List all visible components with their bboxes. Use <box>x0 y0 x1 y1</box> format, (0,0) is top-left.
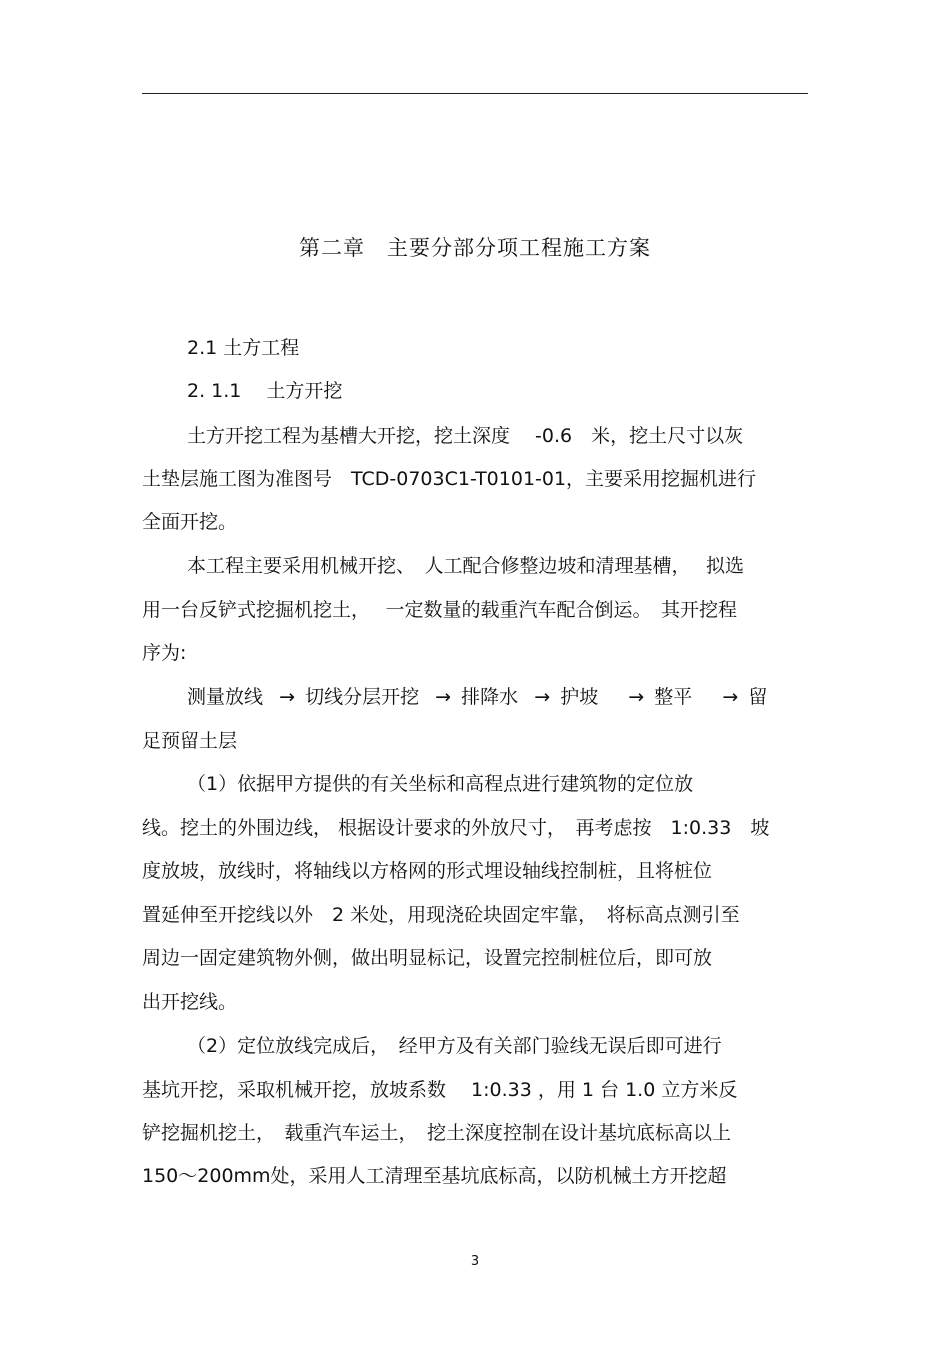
section-heading-2-1-1: 2. 1.1 土方开挖 <box>187 380 343 402</box>
paragraph-line: 度放坡，放线时，将轴线以方格网的形式埋设轴线控制桩，且将桩位 <box>142 860 713 882</box>
paragraph-line: 本工程主要采用机械开挖、 人工配合修整边坡和清理基槽， 拟选 <box>187 555 745 577</box>
arrow-right-icon: → <box>279 686 296 708</box>
paragraph-line: 铲挖掘机挖土， 载重汽车运土， 挖土深度控制在设计基坑底标高以上 <box>142 1122 732 1144</box>
paragraph-line: （2）定位放线完成后， 经甲方及有关部门验线无误后即可进行 <box>187 1035 722 1057</box>
flow-step: 整平 <box>654 686 693 708</box>
paragraph-line: 用一台反铲式挖掘机挖土， 一定数量的载重汽车配合倒运。 其开挖程 <box>142 599 738 621</box>
page-number: 3 <box>470 1254 480 1269</box>
paragraph-line: 序为: <box>142 642 187 664</box>
flow-step: 测量放线 <box>187 686 264 708</box>
paragraph-line: 全面开挖。 <box>142 511 238 533</box>
paragraph-line: （1）依据甲方提供的有关坐标和高程点进行建筑物的定位放 <box>187 773 694 795</box>
flow-step: 切线分层开挖 <box>305 686 420 708</box>
arrow-right-icon: → <box>435 686 452 708</box>
flow-step: 留 <box>748 686 768 708</box>
arrow-right-icon: → <box>534 686 551 708</box>
paragraph-line: 基坑开挖，采取机械开挖，放坡系数 1:0.33 ，用 1 台 1.0 立方米反 <box>142 1079 738 1101</box>
paragraph-line: 周边一固定建筑物外侧，做出明显标记，设置完控制桩位后，即可放 <box>142 947 713 969</box>
paragraph-line: 土垫层施工图为准图号 TCD-0703C1-T0101-01，主要采用挖掘机进行 <box>142 468 757 490</box>
paragraph-line: 150～200mm处，采用人工清理至基坑底标高，以防机械土方开挖超 <box>142 1165 727 1187</box>
flow-step: 排降水 <box>461 686 519 708</box>
flow-step: 护坡 <box>560 686 599 708</box>
arrow-right-icon: → <box>628 686 645 708</box>
paragraph-line: 土方开挖工程为基槽大开挖，挖土深度 -0.6 米，挖土尺寸以灰 <box>187 425 744 447</box>
paragraph-line: 出开挖线。 <box>142 991 238 1013</box>
process-flow <box>187 684 767 710</box>
header-rule <box>142 93 808 94</box>
process-flow-tail: 足预留土层 <box>142 730 238 752</box>
chapter-title: 第二章 主要分部分项工程施工方案 <box>299 236 651 260</box>
section-heading-2-1: 2.1 土方工程 <box>187 337 300 359</box>
paragraph-line: 置延伸至开挖线以外 2 米处，用现浇砼块固定牢靠， 将标高点测引至 <box>142 904 740 926</box>
arrow-right-icon: → <box>722 686 739 708</box>
paragraph-line: 线。挖土的外围边线， 根据设计要求的外放尺寸， 再考虑按 1:0.33 坡 <box>142 817 770 839</box>
